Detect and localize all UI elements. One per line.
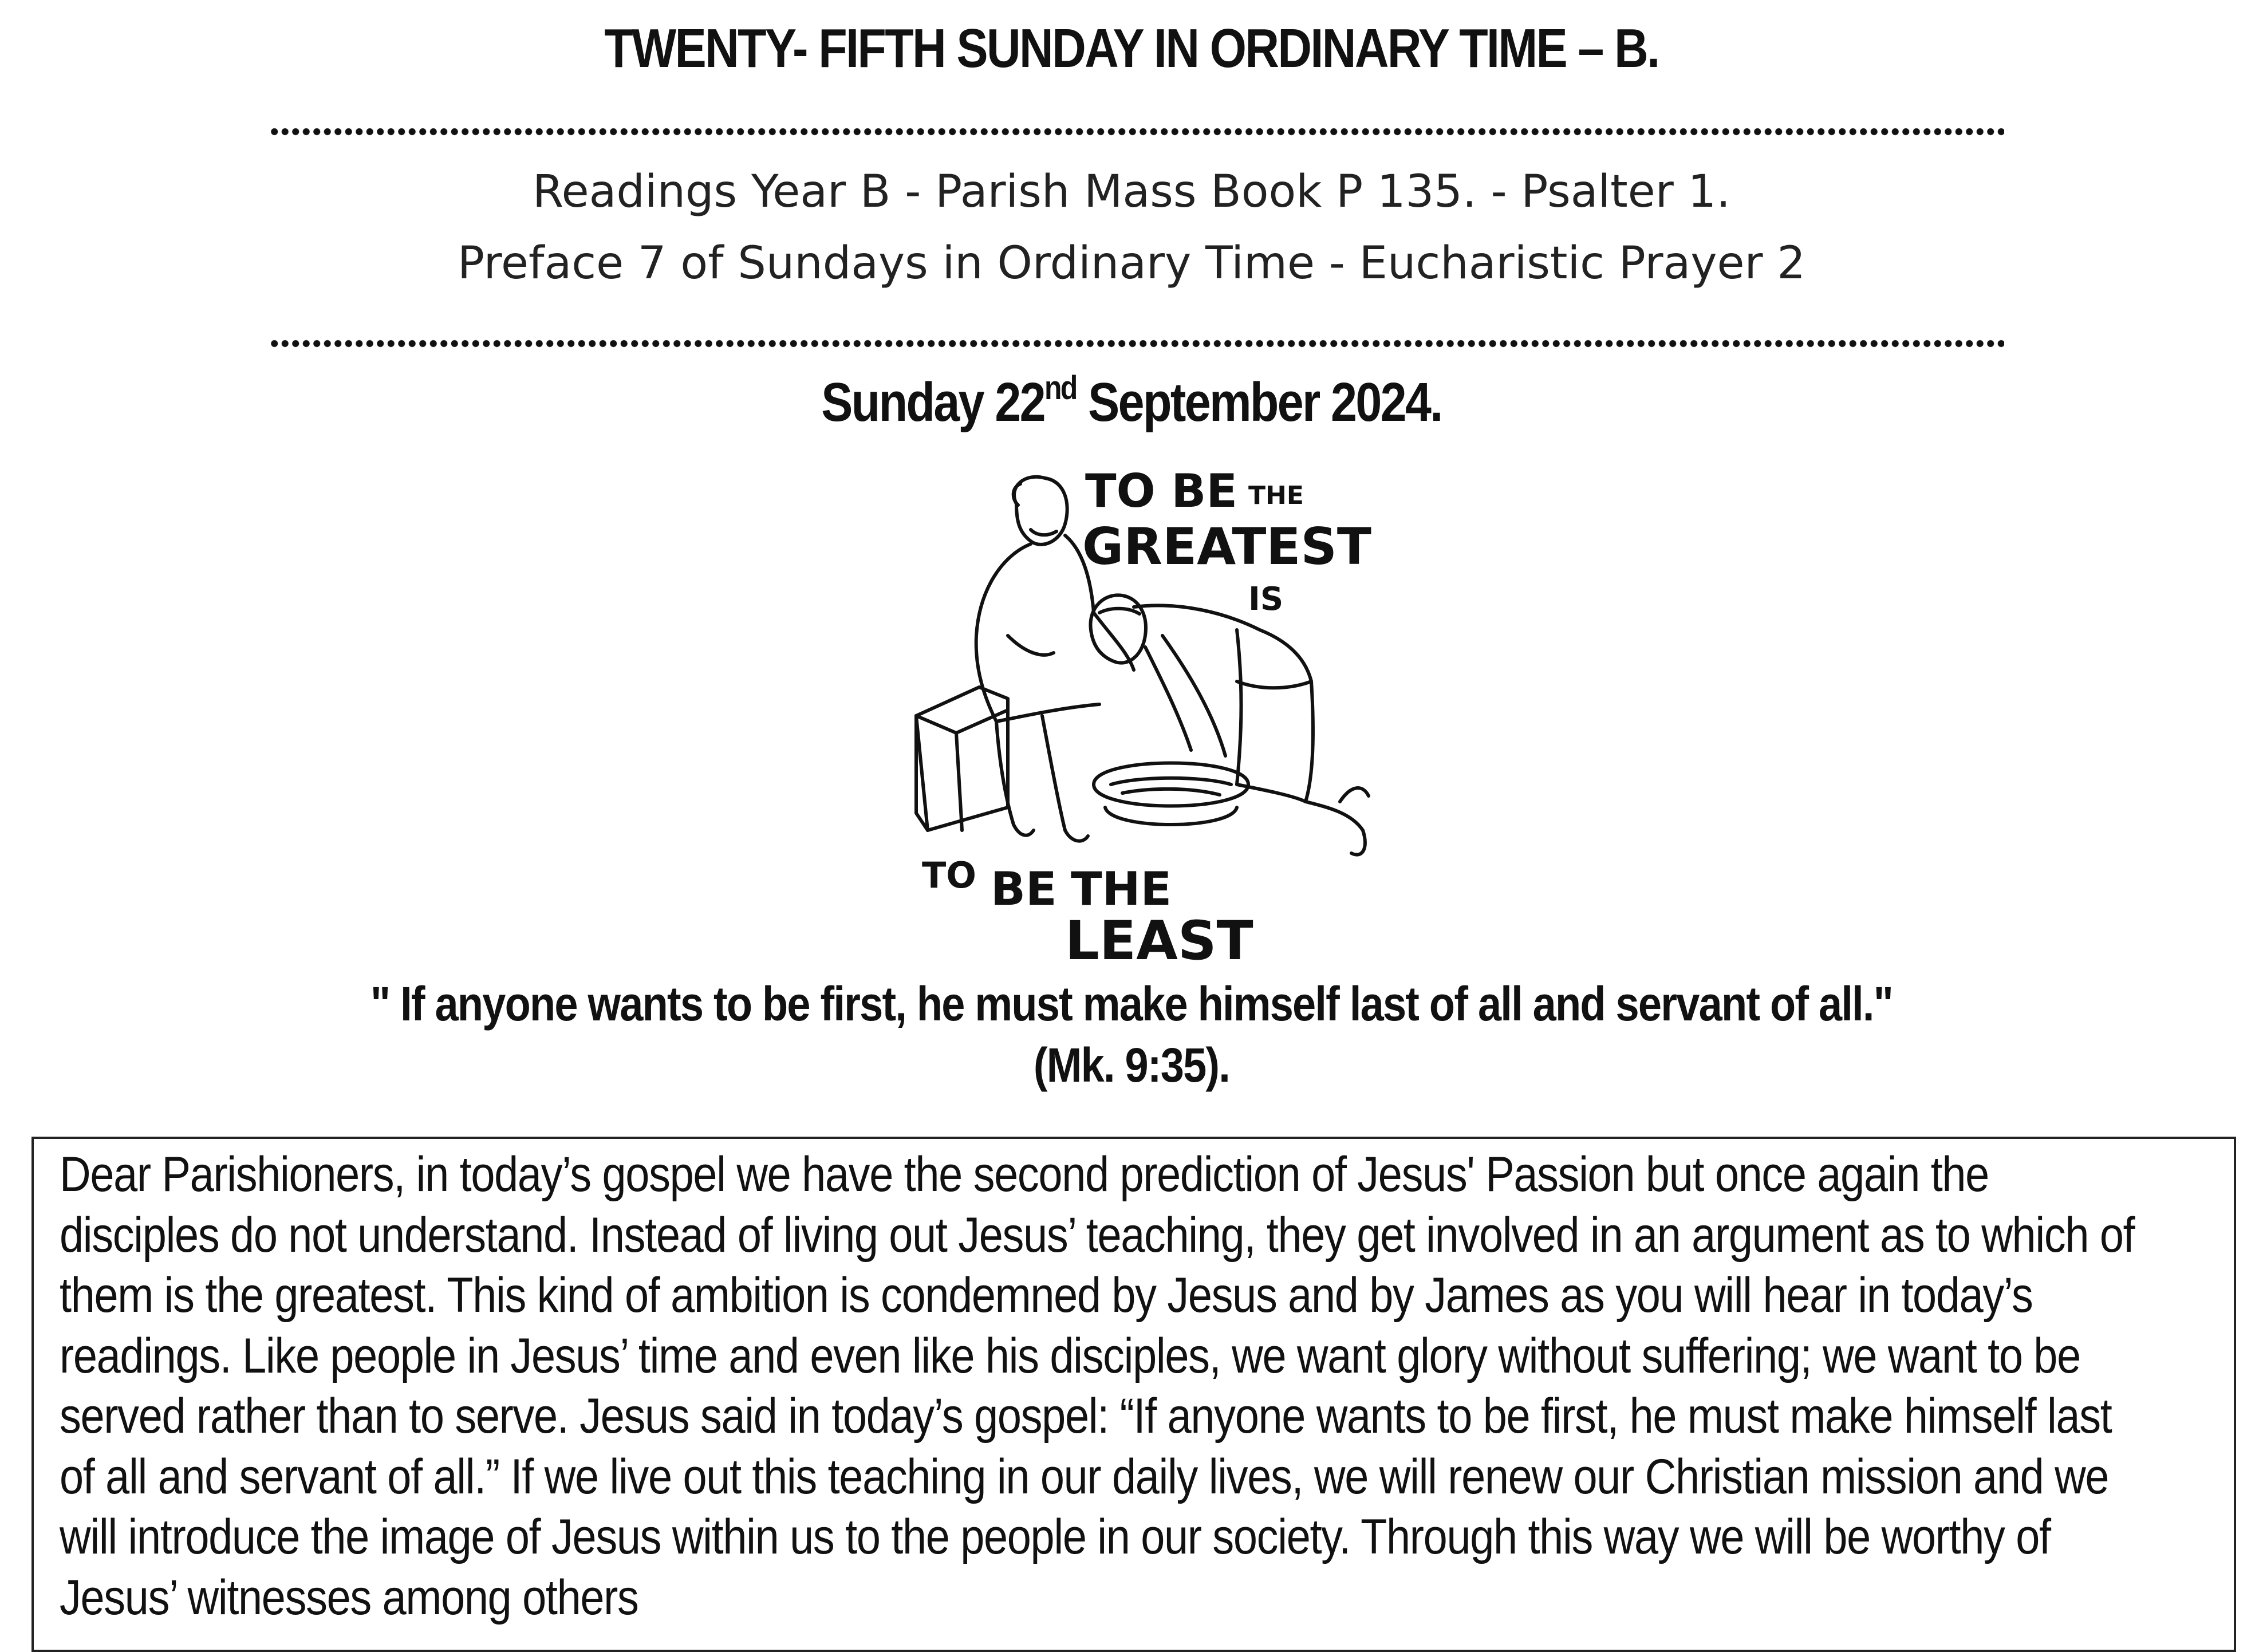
message-line: will introduce the image of Jesus within us to the people in our society. Through this way we will be worthy of <box>60 1509 2051 1564</box>
foot-washing-illustration <box>893 464 1386 968</box>
message-line: readings. Like people in Jesus’ time and even like his disciples, we want glory without suffering; we want to be <box>60 1328 2080 1383</box>
parish-message-text <box>60 1145 2135 1628</box>
date-ordinal: nd <box>1044 369 1077 407</box>
message-line: Jesus’ witnesses among others <box>60 1570 638 1625</box>
date-suffix: September 2024. <box>1076 372 1442 433</box>
preface-info: Preface 7 of Sundays in Ordinary Time - Eucharistic Prayer 2 <box>458 238 1805 289</box>
illustration-text-is: IS <box>1248 581 1284 618</box>
parish-message-box <box>31 1137 2236 1652</box>
date-prefix: Sunday 22 <box>821 372 1045 433</box>
gospel-reference: (Mk. 9:35). <box>1033 1038 1230 1092</box>
message-line: them is the greatest. This kind of ambition is condemned by Jesus and by James as you will hear in today’s <box>60 1268 2033 1323</box>
illustration-text-to: TO <box>922 854 976 896</box>
sunday-date <box>159 371 2105 434</box>
illustration-text-greatest: GREATEST <box>1082 517 1371 576</box>
illustration-text-to-be: TO BE <box>1085 464 1238 518</box>
illustration-text-be: BE <box>991 862 1057 916</box>
dotted-divider-bottom <box>269 335 2004 352</box>
dotted-divider-top <box>269 123 2004 140</box>
message-line: disciples do not understand. Instead of living out Jesus’ teaching, they get involved in an argument as to which of <box>60 1207 2135 1263</box>
gospel-quote: " If anyone wants to be first, he must make himself last of all and servant of all." <box>370 977 1893 1031</box>
message-line: of all and servant of all.” If we live out this teaching in our daily lives, we will renew our Christian mission and we <box>60 1449 2109 1504</box>
message-line: Dear Parishioners, in today’s gospel we have the second prediction of Jesus' Passion but once again the <box>60 1147 1989 1202</box>
illustration-text-the-bottom: THE <box>1071 862 1172 916</box>
illustration-text-least: LEAST <box>1065 910 1253 968</box>
page-title: TWENTY- FIFTH SUNDAY IN ORDINARY TIME – B. <box>604 18 1659 79</box>
readings-info: Readings Year B - Parish Mass Book P 135. - Psalter 1. <box>532 166 1731 218</box>
message-line: served rather than to serve. Jesus said in today’s gospel: “If anyone wants to be first, he must make himself last <box>60 1389 2112 1444</box>
illustration-text-the-top: THE <box>1248 481 1304 510</box>
